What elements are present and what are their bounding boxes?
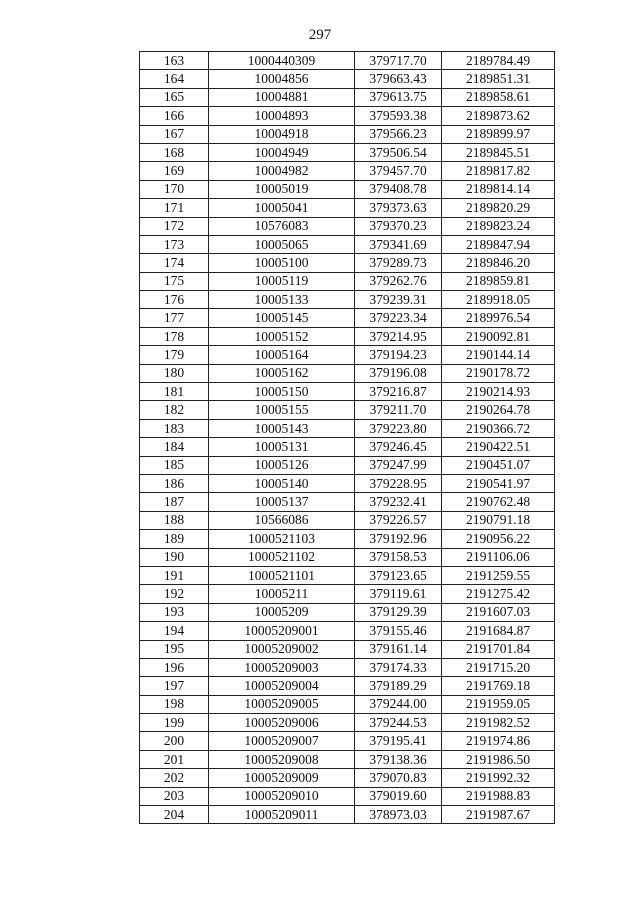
x-coordinate-cell: 379717.70	[355, 52, 442, 70]
x-coordinate-cell: 379174.33	[355, 658, 442, 676]
y-coordinate-cell: 2191607.03	[442, 603, 555, 621]
y-coordinate-cell: 2190762.48	[442, 493, 555, 511]
table-row	[140, 493, 555, 511]
x-coordinate-cell: 379228.95	[355, 474, 442, 492]
table-row	[140, 769, 555, 787]
table-row	[140, 309, 555, 327]
point-id-cell: 10004982	[209, 162, 355, 180]
x-coordinate-cell: 379262.76	[355, 272, 442, 290]
point-id-cell: 10005126	[209, 456, 355, 474]
x-coordinate-cell: 379373.63	[355, 199, 442, 217]
row-number-cell: 186	[140, 474, 209, 492]
x-coordinate-cell: 378973.03	[355, 806, 442, 824]
table-row	[140, 585, 555, 603]
table-row	[140, 530, 555, 548]
y-coordinate-cell: 2189823.24	[442, 217, 555, 235]
x-coordinate-cell: 379214.95	[355, 327, 442, 345]
y-coordinate-cell: 2190422.51	[442, 438, 555, 456]
y-coordinate-cell: 2191259.55	[442, 566, 555, 584]
y-coordinate-cell: 2190092.81	[442, 327, 555, 345]
point-id-cell: 10004856	[209, 70, 355, 88]
y-coordinate-cell: 2190144.14	[442, 346, 555, 364]
y-coordinate-cell: 2189847.94	[442, 235, 555, 253]
x-coordinate-cell: 379566.23	[355, 125, 442, 143]
point-id-cell: 1000521101	[209, 566, 355, 584]
table-row	[140, 548, 555, 566]
row-number-cell: 187	[140, 493, 209, 511]
y-coordinate-cell: 2191992.32	[442, 769, 555, 787]
y-coordinate-cell: 2191986.50	[442, 750, 555, 768]
row-number-cell: 185	[140, 456, 209, 474]
y-coordinate-cell: 2190214.93	[442, 383, 555, 401]
x-coordinate-cell: 379194.23	[355, 346, 442, 364]
table-row	[140, 456, 555, 474]
row-number-cell: 193	[140, 603, 209, 621]
point-id-cell: 10005211	[209, 585, 355, 603]
point-id-cell: 10005150	[209, 383, 355, 401]
row-number-cell: 196	[140, 658, 209, 676]
row-number-cell: 166	[140, 107, 209, 125]
row-number-cell: 170	[140, 180, 209, 198]
x-coordinate-cell: 379195.41	[355, 732, 442, 750]
y-coordinate-cell: 2189845.51	[442, 143, 555, 161]
point-id-cell: 10005209003	[209, 658, 355, 676]
x-coordinate-cell: 379613.75	[355, 88, 442, 106]
point-id-cell: 10005143	[209, 419, 355, 437]
point-id-cell: 10005164	[209, 346, 355, 364]
table-row	[140, 346, 555, 364]
coordinates-table	[139, 51, 555, 824]
point-id-cell: 10005137	[209, 493, 355, 511]
row-number-cell: 184	[140, 438, 209, 456]
point-id-cell: 10005209001	[209, 622, 355, 640]
y-coordinate-cell: 2191974.86	[442, 732, 555, 750]
x-coordinate-cell: 379289.73	[355, 254, 442, 272]
y-coordinate-cell: 2189918.05	[442, 291, 555, 309]
row-number-cell: 173	[140, 235, 209, 253]
table-row	[140, 438, 555, 456]
x-coordinate-cell: 379019.60	[355, 787, 442, 805]
x-coordinate-cell: 379506.54	[355, 143, 442, 161]
table-row	[140, 180, 555, 198]
table-row	[140, 143, 555, 161]
row-number-cell: 171	[140, 199, 209, 217]
point-id-cell: 10005209008	[209, 750, 355, 768]
y-coordinate-cell: 2191987.67	[442, 806, 555, 824]
row-number-cell: 167	[140, 125, 209, 143]
point-id-cell: 10005209005	[209, 695, 355, 713]
row-number-cell: 182	[140, 401, 209, 419]
point-id-cell: 10005209010	[209, 787, 355, 805]
x-coordinate-cell: 379129.39	[355, 603, 442, 621]
point-id-cell: 10004893	[209, 107, 355, 125]
table-row	[140, 217, 555, 235]
row-number-cell: 183	[140, 419, 209, 437]
row-number-cell: 172	[140, 217, 209, 235]
x-coordinate-cell: 379226.57	[355, 511, 442, 529]
row-number-cell: 194	[140, 622, 209, 640]
point-id-cell: 10005209002	[209, 640, 355, 658]
x-coordinate-cell: 379244.00	[355, 695, 442, 713]
x-coordinate-cell: 379211.70	[355, 401, 442, 419]
y-coordinate-cell: 2191959.05	[442, 695, 555, 713]
table-row	[140, 52, 555, 70]
row-number-cell: 191	[140, 566, 209, 584]
point-id-cell: 1000521102	[209, 548, 355, 566]
point-id-cell: 10566086	[209, 511, 355, 529]
point-id-cell: 10005209011	[209, 806, 355, 824]
table-row	[140, 603, 555, 621]
row-number-cell: 201	[140, 750, 209, 768]
point-id-cell: 10005152	[209, 327, 355, 345]
point-id-cell: 10005131	[209, 438, 355, 456]
x-coordinate-cell: 379196.08	[355, 364, 442, 382]
y-coordinate-cell: 2189858.61	[442, 88, 555, 106]
table-row	[140, 235, 555, 253]
x-coordinate-cell: 379158.53	[355, 548, 442, 566]
point-id-cell: 1000521103	[209, 530, 355, 548]
y-coordinate-cell: 2191106.06	[442, 548, 555, 566]
table-row	[140, 327, 555, 345]
row-number-cell: 204	[140, 806, 209, 824]
x-coordinate-cell: 379223.80	[355, 419, 442, 437]
x-coordinate-cell: 379189.29	[355, 677, 442, 695]
y-coordinate-cell: 2190791.18	[442, 511, 555, 529]
row-number-cell: 174	[140, 254, 209, 272]
table-row	[140, 272, 555, 290]
page-number: 297	[308, 27, 332, 43]
point-id-cell: 10005155	[209, 401, 355, 419]
y-coordinate-cell: 2191701.84	[442, 640, 555, 658]
row-number-cell: 169	[140, 162, 209, 180]
x-coordinate-cell: 379192.96	[355, 530, 442, 548]
row-number-cell: 179	[140, 346, 209, 364]
row-number-cell: 203	[140, 787, 209, 805]
table-row	[140, 806, 555, 824]
point-id-cell: 10005209006	[209, 714, 355, 732]
x-coordinate-cell: 379408.78	[355, 180, 442, 198]
row-number-cell: 181	[140, 383, 209, 401]
x-coordinate-cell: 379341.69	[355, 235, 442, 253]
y-coordinate-cell: 2189817.82	[442, 162, 555, 180]
x-coordinate-cell: 379155.46	[355, 622, 442, 640]
y-coordinate-cell: 2191275.42	[442, 585, 555, 603]
table-row	[140, 787, 555, 805]
x-coordinate-cell: 379119.61	[355, 585, 442, 603]
y-coordinate-cell: 2189814.14	[442, 180, 555, 198]
x-coordinate-cell: 379239.31	[355, 291, 442, 309]
row-number-cell: 192	[140, 585, 209, 603]
x-coordinate-cell: 379457.70	[355, 162, 442, 180]
point-id-cell: 10005209	[209, 603, 355, 621]
table-row	[140, 419, 555, 437]
row-number-cell: 198	[140, 695, 209, 713]
point-id-cell: 10005162	[209, 364, 355, 382]
row-number-cell: 197	[140, 677, 209, 695]
row-number-cell: 202	[140, 769, 209, 787]
row-number-cell: 195	[140, 640, 209, 658]
y-coordinate-cell: 2189859.81	[442, 272, 555, 290]
point-id-cell: 10005209004	[209, 677, 355, 695]
point-id-cell: 10005041	[209, 199, 355, 217]
point-id-cell: 10005019	[209, 180, 355, 198]
row-number-cell: 165	[140, 88, 209, 106]
x-coordinate-cell: 379223.34	[355, 309, 442, 327]
table-row	[140, 658, 555, 676]
y-coordinate-cell: 2191684.87	[442, 622, 555, 640]
point-id-cell: 10005119	[209, 272, 355, 290]
row-number-cell: 175	[140, 272, 209, 290]
y-coordinate-cell: 2189899.97	[442, 125, 555, 143]
table-row	[140, 677, 555, 695]
point-id-cell: 10005100	[209, 254, 355, 272]
y-coordinate-cell: 2189873.62	[442, 107, 555, 125]
y-coordinate-cell: 2190366.72	[442, 419, 555, 437]
row-number-cell: 199	[140, 714, 209, 732]
table-row	[140, 254, 555, 272]
table-row	[140, 714, 555, 732]
table-row	[140, 474, 555, 492]
row-number-cell: 190	[140, 548, 209, 566]
row-number-cell: 164	[140, 70, 209, 88]
x-coordinate-cell: 379161.14	[355, 640, 442, 658]
y-coordinate-cell: 2189846.20	[442, 254, 555, 272]
x-coordinate-cell: 379216.87	[355, 383, 442, 401]
row-number-cell: 189	[140, 530, 209, 548]
y-coordinate-cell: 2190178.72	[442, 364, 555, 382]
point-id-cell: 10004918	[209, 125, 355, 143]
y-coordinate-cell: 2189784.49	[442, 52, 555, 70]
y-coordinate-cell: 2191769.18	[442, 677, 555, 695]
point-id-cell: 1000440309	[209, 52, 355, 70]
x-coordinate-cell: 379246.45	[355, 438, 442, 456]
row-number-cell: 178	[140, 327, 209, 345]
row-number-cell: 180	[140, 364, 209, 382]
point-id-cell: 10576083	[209, 217, 355, 235]
point-id-cell: 10005065	[209, 235, 355, 253]
point-id-cell: 10005209007	[209, 732, 355, 750]
row-number-cell: 188	[140, 511, 209, 529]
table-row	[140, 695, 555, 713]
y-coordinate-cell: 2191982.52	[442, 714, 555, 732]
table-row	[140, 162, 555, 180]
table-row	[140, 199, 555, 217]
y-coordinate-cell: 2190956.22	[442, 530, 555, 548]
table-row	[140, 750, 555, 768]
table-row	[140, 88, 555, 106]
coordinates-table-body	[140, 52, 555, 824]
row-number-cell: 200	[140, 732, 209, 750]
y-coordinate-cell: 2190264.78	[442, 401, 555, 419]
x-coordinate-cell: 379663.43	[355, 70, 442, 88]
x-coordinate-cell: 379123.65	[355, 566, 442, 584]
table-row	[140, 511, 555, 529]
table-row	[140, 401, 555, 419]
table-row	[140, 107, 555, 125]
y-coordinate-cell: 2189976.54	[442, 309, 555, 327]
x-coordinate-cell: 379138.36	[355, 750, 442, 768]
point-id-cell: 10004949	[209, 143, 355, 161]
table-row	[140, 291, 555, 309]
table-row	[140, 364, 555, 382]
row-number-cell: 176	[140, 291, 209, 309]
table-row	[140, 125, 555, 143]
x-coordinate-cell: 379232.41	[355, 493, 442, 511]
x-coordinate-cell: 379370.23	[355, 217, 442, 235]
row-number-cell: 163	[140, 52, 209, 70]
point-id-cell: 10005145	[209, 309, 355, 327]
point-id-cell: 10005209009	[209, 769, 355, 787]
x-coordinate-cell: 379070.83	[355, 769, 442, 787]
row-number-cell: 168	[140, 143, 209, 161]
y-coordinate-cell: 2191715.20	[442, 658, 555, 676]
table-row	[140, 383, 555, 401]
x-coordinate-cell: 379593.38	[355, 107, 442, 125]
y-coordinate-cell: 2189820.29	[442, 199, 555, 217]
point-id-cell: 10004881	[209, 88, 355, 106]
x-coordinate-cell: 379247.99	[355, 456, 442, 474]
y-coordinate-cell: 2191988.83	[442, 787, 555, 805]
x-coordinate-cell: 379244.53	[355, 714, 442, 732]
table-row	[140, 70, 555, 88]
point-id-cell: 10005133	[209, 291, 355, 309]
y-coordinate-cell: 2190451.07	[442, 456, 555, 474]
table-row	[140, 622, 555, 640]
point-id-cell: 10005140	[209, 474, 355, 492]
table-row	[140, 566, 555, 584]
row-number-cell: 177	[140, 309, 209, 327]
y-coordinate-cell: 2189851.31	[442, 70, 555, 88]
table-row	[140, 640, 555, 658]
y-coordinate-cell: 2190541.97	[442, 474, 555, 492]
table-row	[140, 732, 555, 750]
